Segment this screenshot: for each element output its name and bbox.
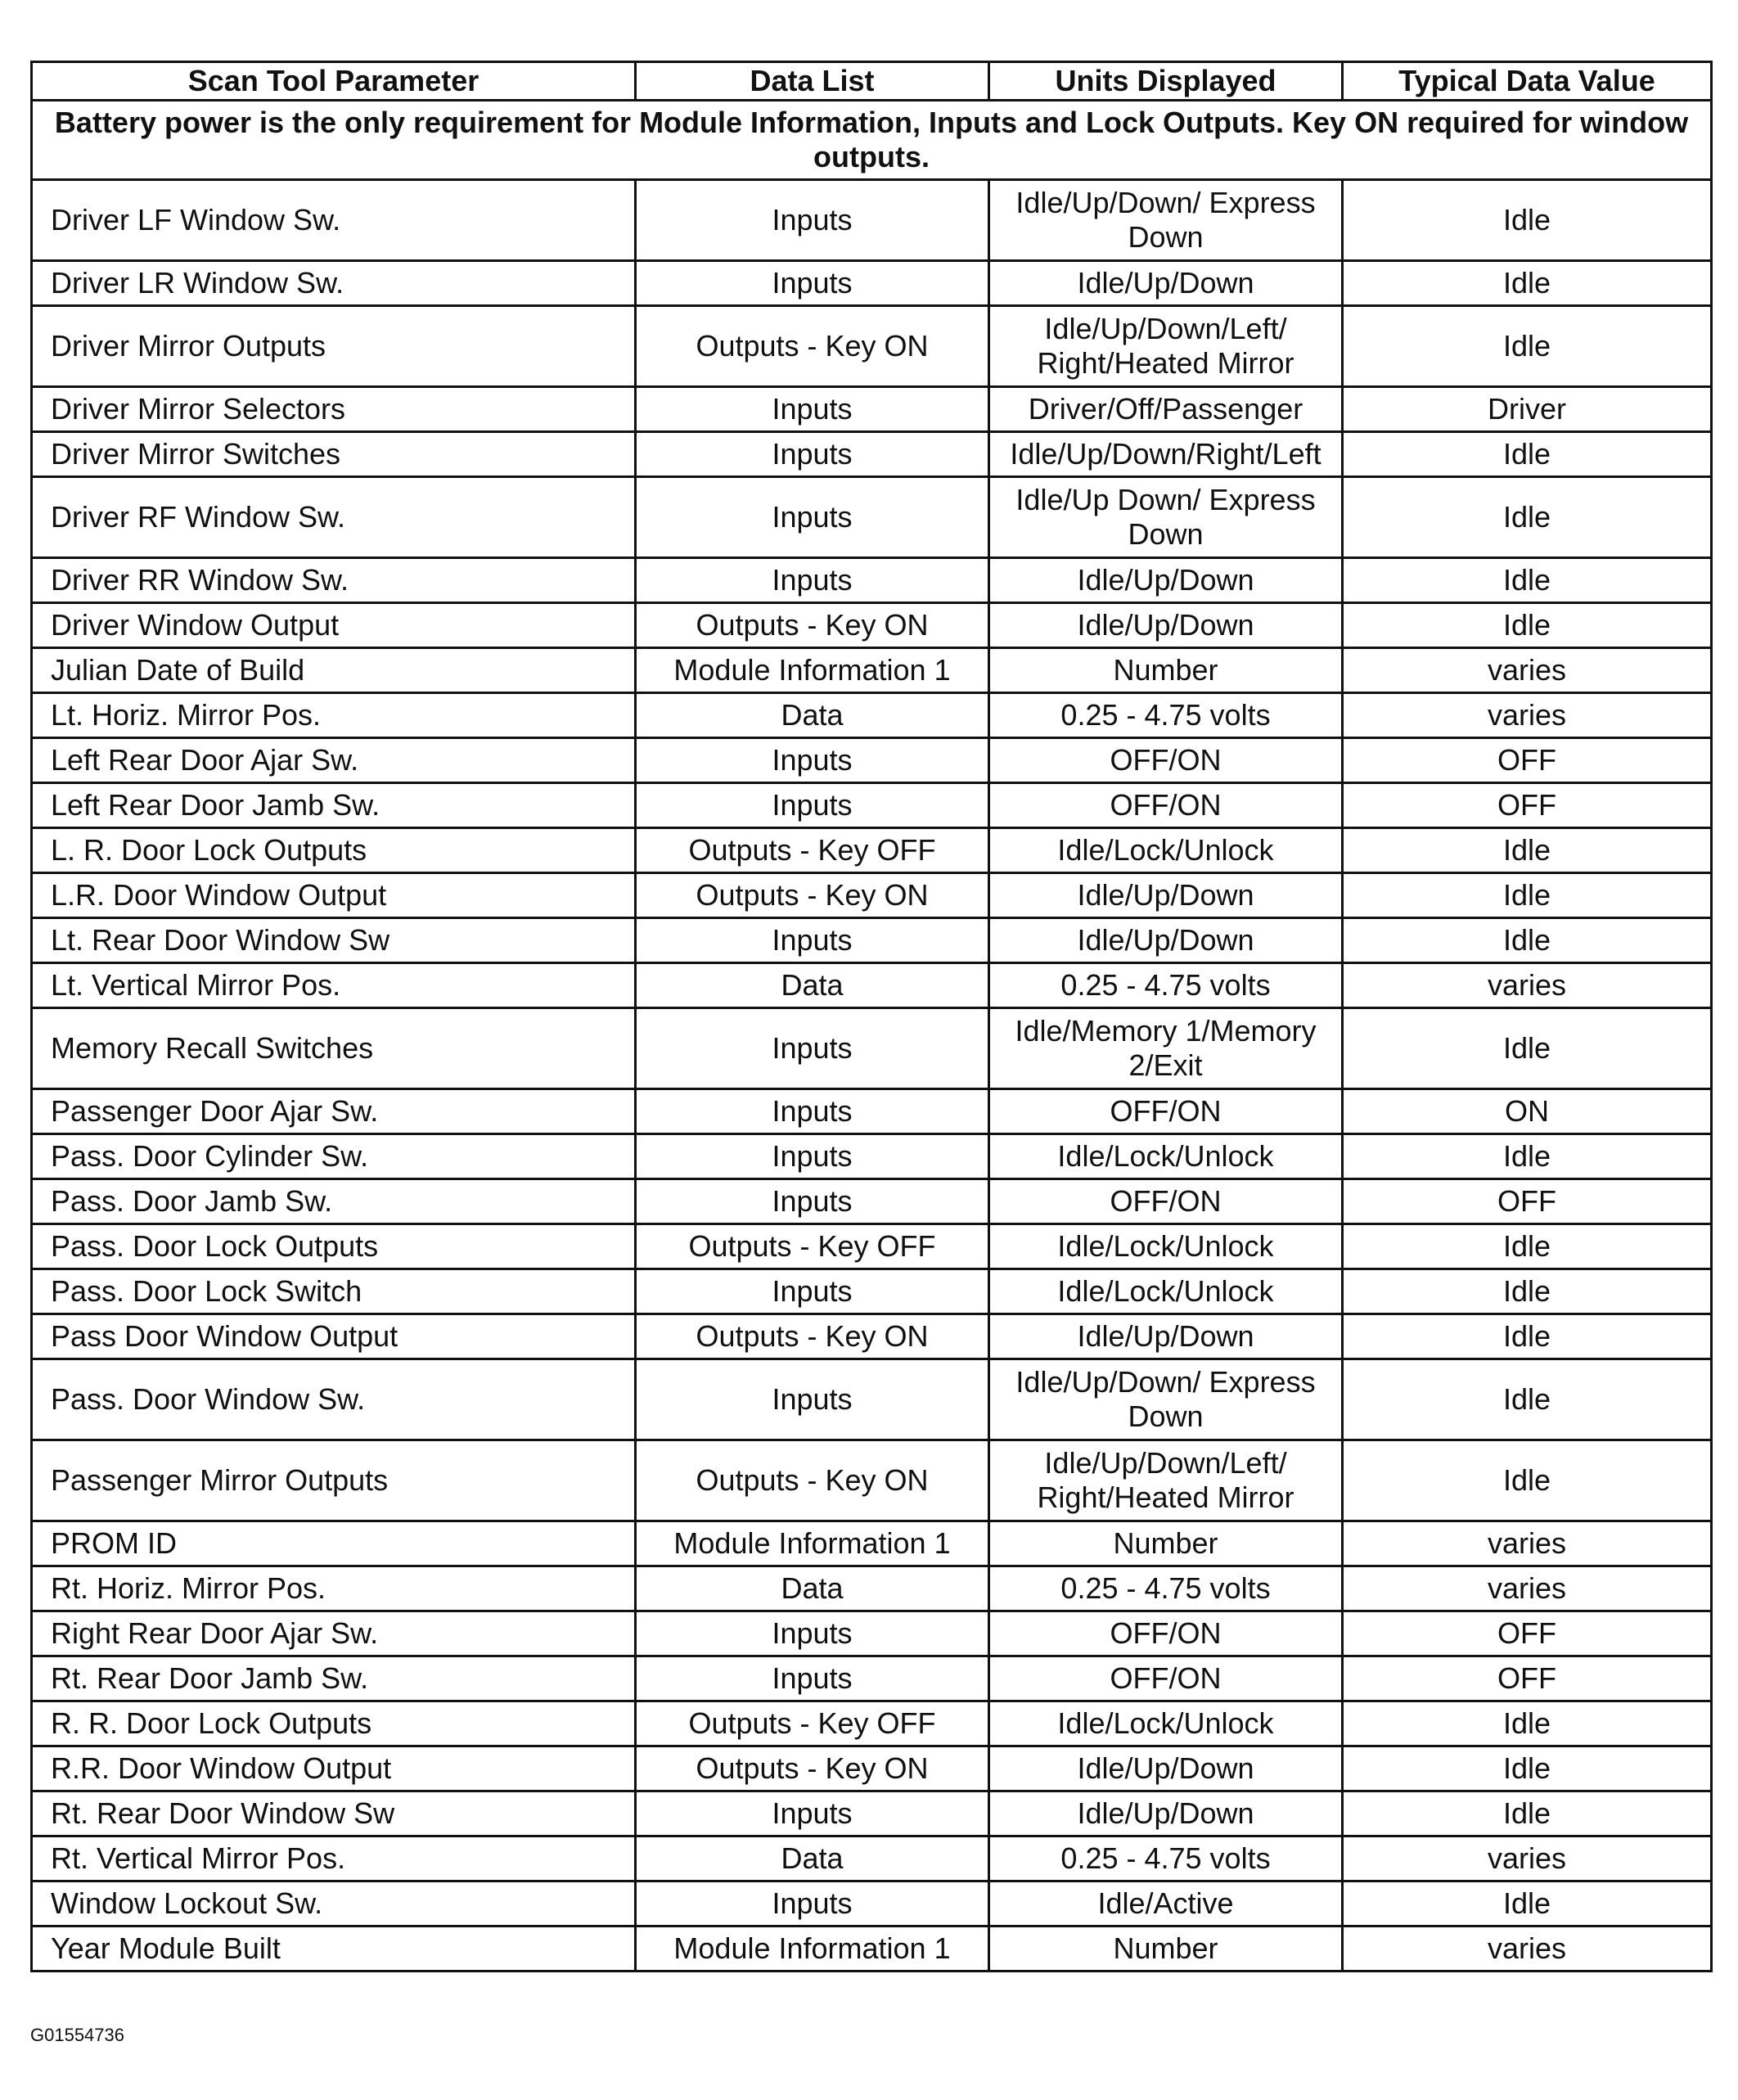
typical-value-cell: Idle: [1343, 477, 1712, 558]
data-list-cell: Data: [636, 693, 989, 738]
units-cell: Driver/Off/Passenger: [989, 387, 1343, 432]
param-cell: PROM ID: [32, 1521, 636, 1566]
units-cell: Number: [989, 648, 1343, 693]
table-row: [32, 1881, 1712, 1927]
units-cell: 0.25 - 4.75 volts: [989, 693, 1343, 738]
param-cell: Year Module Built: [32, 1927, 636, 1972]
table-row: [32, 432, 1712, 477]
note-row: [32, 101, 1712, 180]
units-cell: Idle/Up/Down: [989, 261, 1343, 306]
data-list-cell: Module Information 1: [636, 1521, 989, 1566]
data-list-cell: Inputs: [636, 180, 989, 261]
typical-value-cell: Idle: [1343, 1746, 1712, 1791]
units-cell: Idle/Lock/Unlock: [989, 1224, 1343, 1269]
param-cell: Rt. Rear Door Window Sw: [32, 1791, 636, 1836]
typical-value-cell: OFF: [1343, 783, 1712, 828]
data-list-cell: Inputs: [636, 1881, 989, 1927]
table-row: [32, 1927, 1712, 1972]
table-row: [32, 1701, 1712, 1746]
table-row: [32, 603, 1712, 648]
units-cell: Idle/Up/Down: [989, 1314, 1343, 1359]
typical-value-cell: ON: [1343, 1089, 1712, 1134]
typical-value-cell: Driver: [1343, 387, 1712, 432]
data-list-cell: Inputs: [636, 1269, 989, 1314]
header-scan-tool-parameter: Scan Tool Parameter: [32, 62, 636, 101]
data-list-cell: Inputs: [636, 432, 989, 477]
typical-value-cell: varies: [1343, 1927, 1712, 1972]
data-list-cell: Module Information 1: [636, 648, 989, 693]
units-cell: 0.25 - 4.75 volts: [989, 1566, 1343, 1611]
typical-value-cell: Idle: [1343, 828, 1712, 873]
data-list-cell: Inputs: [636, 1791, 989, 1836]
table-row: [32, 1836, 1712, 1881]
data-list-cell: Inputs: [636, 738, 989, 783]
units-cell: Idle/Up Down/ Express Down: [989, 477, 1343, 558]
param-cell: Driver Mirror Switches: [32, 432, 636, 477]
table-row: [32, 1089, 1712, 1134]
units-cell: Idle/Up/Down: [989, 873, 1343, 918]
units-cell: OFF/ON: [989, 783, 1343, 828]
data-list-cell: Data: [636, 963, 989, 1008]
table-row: [32, 918, 1712, 963]
typical-value-cell: varies: [1343, 1566, 1712, 1611]
param-cell: Rt. Horiz. Mirror Pos.: [32, 1566, 636, 1611]
typical-value-cell: Idle: [1343, 1269, 1712, 1314]
param-cell: Memory Recall Switches: [32, 1008, 636, 1089]
typical-value-cell: varies: [1343, 1521, 1712, 1566]
header-units-displayed: Units Displayed: [989, 62, 1343, 101]
data-list-cell: Data: [636, 1566, 989, 1611]
table-row: [32, 1440, 1712, 1521]
header-typical-data-value: Typical Data Value: [1343, 62, 1712, 101]
typical-value-cell: Idle: [1343, 558, 1712, 603]
typical-value-cell: Idle: [1343, 873, 1712, 918]
param-cell: Right Rear Door Ajar Sw.: [32, 1611, 636, 1656]
typical-value-cell: Idle: [1343, 1314, 1712, 1359]
units-cell: Idle/Lock/Unlock: [989, 1701, 1343, 1746]
param-cell: Driver RF Window Sw.: [32, 477, 636, 558]
data-list-cell: Inputs: [636, 261, 989, 306]
data-list-cell: Inputs: [636, 1008, 989, 1089]
typical-value-cell: Idle: [1343, 1701, 1712, 1746]
data-list-cell: Module Information 1: [636, 1927, 989, 1972]
param-cell: R.R. Door Window Output: [32, 1746, 636, 1791]
typical-value-cell: Idle: [1343, 1440, 1712, 1521]
typical-value-cell: OFF: [1343, 1656, 1712, 1701]
typical-value-cell: Idle: [1343, 603, 1712, 648]
table-row: [32, 1791, 1712, 1836]
table-row: [32, 1179, 1712, 1224]
table-row: [32, 1521, 1712, 1566]
scan-tool-data-table: [30, 61, 1713, 1972]
data-list-cell: Outputs - Key OFF: [636, 1701, 989, 1746]
param-cell: Lt. Rear Door Window Sw: [32, 918, 636, 963]
table-row: [32, 1359, 1712, 1440]
units-cell: OFF/ON: [989, 1089, 1343, 1134]
param-cell: R. R. Door Lock Outputs: [32, 1701, 636, 1746]
typical-value-cell: OFF: [1343, 738, 1712, 783]
table-row: [32, 1134, 1712, 1179]
units-cell: Idle/Up/Down: [989, 558, 1343, 603]
param-cell: Rt. Rear Door Jamb Sw.: [32, 1656, 636, 1701]
units-cell: Idle/Up/Down/Left/ Right/Heated Mirror: [989, 306, 1343, 387]
typical-value-cell: Idle: [1343, 180, 1712, 261]
typical-value-cell: Idle: [1343, 1008, 1712, 1089]
units-cell: Idle/Lock/Unlock: [989, 1269, 1343, 1314]
header-data-list: Data List: [636, 62, 989, 101]
units-cell: Number: [989, 1521, 1343, 1566]
units-cell: Idle/Up/Down/ Express Down: [989, 1359, 1343, 1440]
data-list-cell: Outputs - Key ON: [636, 1746, 989, 1791]
param-cell: Window Lockout Sw.: [32, 1881, 636, 1927]
data-list-cell: Inputs: [636, 1611, 989, 1656]
data-list-cell: Inputs: [636, 918, 989, 963]
units-cell: OFF/ON: [989, 1656, 1343, 1701]
typical-value-cell: Idle: [1343, 1224, 1712, 1269]
table-header-row: [32, 62, 1712, 101]
typical-value-cell: varies: [1343, 1836, 1712, 1881]
typical-value-cell: Idle: [1343, 1134, 1712, 1179]
param-cell: Lt. Vertical Mirror Pos.: [32, 963, 636, 1008]
table-row: [32, 963, 1712, 1008]
table-row: [32, 1656, 1712, 1701]
data-list-cell: Outputs - Key OFF: [636, 1224, 989, 1269]
data-list-cell: Inputs: [636, 1089, 989, 1134]
param-cell: Driver Mirror Outputs: [32, 306, 636, 387]
units-cell: Number: [989, 1927, 1343, 1972]
table-row: [32, 1746, 1712, 1791]
table-row: [32, 1314, 1712, 1359]
table-row: [32, 477, 1712, 558]
param-cell: Left Rear Door Jamb Sw.: [32, 783, 636, 828]
data-list-cell: Inputs: [636, 783, 989, 828]
typical-value-cell: Idle: [1343, 1881, 1712, 1927]
data-list-cell: Outputs - Key ON: [636, 1314, 989, 1359]
units-cell: Idle/Up/Down/ Express Down: [989, 180, 1343, 261]
units-cell: Idle/Lock/Unlock: [989, 828, 1343, 873]
param-cell: L.R. Door Window Output: [32, 873, 636, 918]
table-row: [32, 783, 1712, 828]
table-row: [32, 1611, 1712, 1656]
units-cell: Idle/Up/Down: [989, 1791, 1343, 1836]
param-cell: Driver RR Window Sw.: [32, 558, 636, 603]
units-cell: 0.25 - 4.75 volts: [989, 1836, 1343, 1881]
data-list-cell: Inputs: [636, 1359, 989, 1440]
data-list-cell: Inputs: [636, 558, 989, 603]
param-cell: L. R. Door Lock Outputs: [32, 828, 636, 873]
data-list-cell: Outputs - Key ON: [636, 1440, 989, 1521]
param-cell: Pass. Door Window Sw.: [32, 1359, 636, 1440]
param-cell: Pass. Door Cylinder Sw.: [32, 1134, 636, 1179]
data-list-cell: Outputs - Key OFF: [636, 828, 989, 873]
param-cell: Pass. Door Jamb Sw.: [32, 1179, 636, 1224]
typical-value-cell: Idle: [1343, 918, 1712, 963]
units-cell: Idle/Lock/Unlock: [989, 1134, 1343, 1179]
typical-value-cell: OFF: [1343, 1179, 1712, 1224]
param-cell: Pass Door Window Output: [32, 1314, 636, 1359]
table-row: [32, 558, 1712, 603]
param-cell: Passenger Mirror Outputs: [32, 1440, 636, 1521]
table-row: [32, 1269, 1712, 1314]
param-cell: Driver LR Window Sw.: [32, 261, 636, 306]
param-cell: Pass. Door Lock Outputs: [32, 1224, 636, 1269]
data-list-cell: Inputs: [636, 1134, 989, 1179]
table-row: [32, 1008, 1712, 1089]
typical-value-cell: varies: [1343, 648, 1712, 693]
param-cell: Left Rear Door Ajar Sw.: [32, 738, 636, 783]
data-list-cell: Inputs: [636, 1179, 989, 1224]
data-list-cell: Inputs: [636, 387, 989, 432]
table-row: [32, 180, 1712, 261]
units-cell: Idle/Memory 1/Memory 2/Exit: [989, 1008, 1343, 1089]
table-row: [32, 387, 1712, 432]
data-list-cell: Outputs - Key ON: [636, 603, 989, 648]
param-cell: Driver Mirror Selectors: [32, 387, 636, 432]
units-cell: Idle/Up/Down: [989, 603, 1343, 648]
table-row: [32, 828, 1712, 873]
table-row: [32, 1224, 1712, 1269]
requirement-note: Battery power is the only requirement for Module Information, Inputs and Lock Outputs. Key ON required for window outputs.: [32, 101, 1712, 180]
table-row: [32, 873, 1712, 918]
table-row: [32, 648, 1712, 693]
units-cell: Idle/Up/Down: [989, 918, 1343, 963]
units-cell: OFF/ON: [989, 1179, 1343, 1224]
typical-value-cell: Idle: [1343, 261, 1712, 306]
figure-id: G01554736: [30, 2025, 124, 2045]
param-cell: Lt. Horiz. Mirror Pos.: [32, 693, 636, 738]
typical-value-cell: OFF: [1343, 1611, 1712, 1656]
param-cell: Driver Window Output: [32, 603, 636, 648]
table-row: [32, 1566, 1712, 1611]
param-cell: Pass. Door Lock Switch: [32, 1269, 636, 1314]
units-cell: OFF/ON: [989, 1611, 1343, 1656]
param-cell: Passenger Door Ajar Sw.: [32, 1089, 636, 1134]
table-row: [32, 738, 1712, 783]
data-list-cell: Outputs - Key ON: [636, 873, 989, 918]
data-list-cell: Data: [636, 1836, 989, 1881]
typical-value-cell: Idle: [1343, 432, 1712, 477]
units-cell: Idle/Up/Down/Right/Left: [989, 432, 1343, 477]
typical-value-cell: Idle: [1343, 306, 1712, 387]
units-cell: OFF/ON: [989, 738, 1343, 783]
param-cell: Driver LF Window Sw.: [32, 180, 636, 261]
table-body: [32, 101, 1712, 1972]
units-cell: Idle/Up/Down: [989, 1746, 1343, 1791]
table-row: [32, 306, 1712, 387]
data-list-cell: Inputs: [636, 477, 989, 558]
typical-value-cell: varies: [1343, 693, 1712, 738]
data-list-cell: Outputs - Key ON: [636, 306, 989, 387]
data-list-cell: Inputs: [636, 1656, 989, 1701]
table-row: [32, 261, 1712, 306]
units-cell: Idle/Up/Down/Left/ Right/Heated Mirror: [989, 1440, 1343, 1521]
param-cell: Rt. Vertical Mirror Pos.: [32, 1836, 636, 1881]
units-cell: Idle/Active: [989, 1881, 1343, 1927]
table-row: [32, 693, 1712, 738]
units-cell: 0.25 - 4.75 volts: [989, 963, 1343, 1008]
typical-value-cell: Idle: [1343, 1359, 1712, 1440]
typical-value-cell: Idle: [1343, 1791, 1712, 1836]
typical-value-cell: varies: [1343, 963, 1712, 1008]
param-cell: Julian Date of Build: [32, 648, 636, 693]
